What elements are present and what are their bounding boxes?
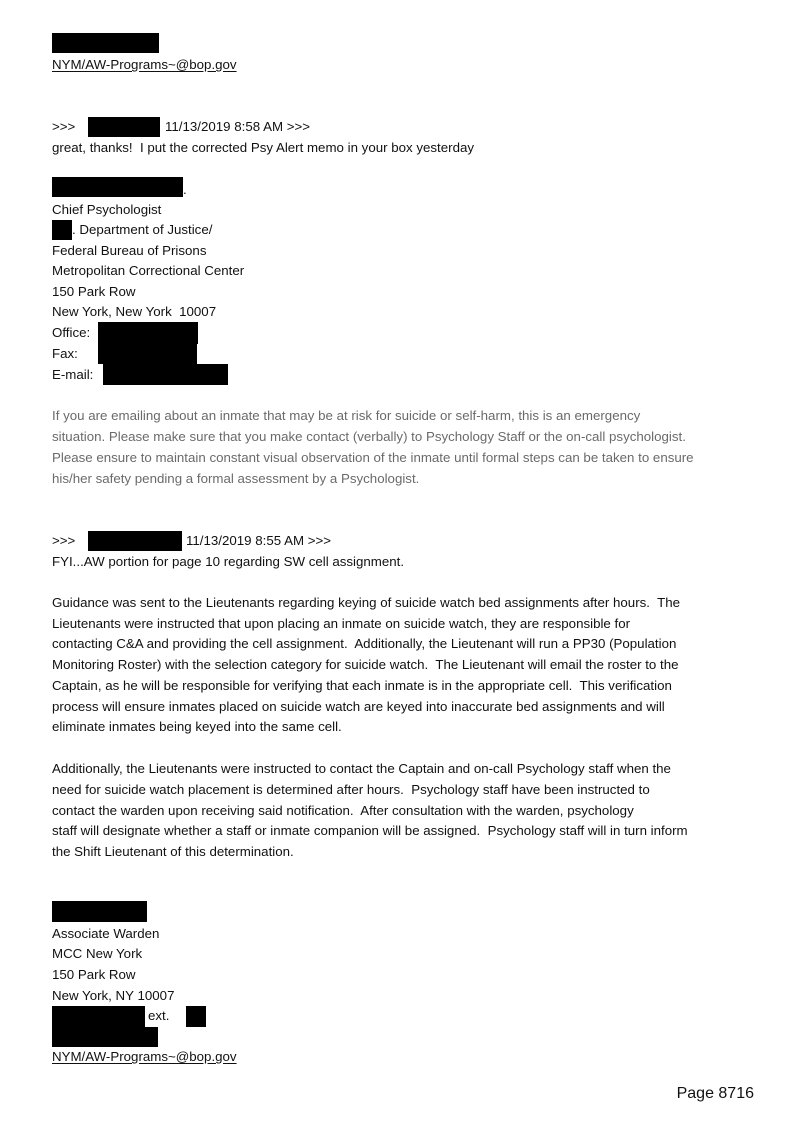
paragraph2-line: need for suicide watch placement is determined after hours. Psychology staff have been instructed to	[52, 782, 650, 797]
redaction-box	[52, 177, 183, 197]
signature2-office: MCC New York	[52, 946, 143, 961]
reply-body: great, thanks! I put the corrected Psy Alert memo in your box yesterday	[52, 140, 475, 155]
signature-facility: Metropolitan Correctional Center	[52, 263, 245, 278]
paragraph1-line: eliminate inmates being keyed into the same cell.	[52, 719, 342, 734]
disclaimer-line: his/her safety pending a formal assessment by a Psychologist.	[52, 471, 420, 486]
redaction-box	[52, 1027, 158, 1047]
header-email-link[interactable]: NYM/AW-Programs~@bop.gov	[52, 57, 237, 72]
original-timestamp: 11/13/2019 8:55 AM >>>	[186, 533, 332, 548]
redaction-box	[98, 322, 198, 344]
original-prefix: >>>	[52, 533, 76, 548]
disclaimer-line: If you are emailing about an inmate that may be at risk for suicide or self-harm, this is an emergency	[52, 408, 641, 423]
signature2-title: Associate Warden	[52, 926, 160, 941]
redaction-box	[103, 364, 228, 385]
disclaimer-line: situation. Please make sure that you make contact (verbally) to Psychology Staff or the on-call psychologist.	[52, 429, 686, 444]
signature2-email-link[interactable]: NYM/AW-Programs~@bop.gov	[52, 1049, 237, 1064]
redaction-box	[52, 1006, 145, 1027]
paragraph2-line: Additionally, the Lieutenants were instructed to contact the Captain and on-call Psychology staff when the	[52, 761, 671, 776]
redaction-box	[52, 33, 159, 53]
reply-timestamp: 11/13/2019 8:58 AM >>>	[165, 119, 311, 134]
redaction-box	[186, 1006, 206, 1027]
redaction-box	[52, 901, 147, 922]
signature-bureau: Federal Bureau of Prisons	[52, 243, 207, 258]
signature-name-suffix: .	[183, 182, 187, 197]
paragraph2-line: staff will designate whether a staff or inmate companion will be assigned. Psychology staff will in turn inform	[52, 823, 688, 838]
paragraph1-line: Monitoring Roster) with the selection category for suicide watch. The Lieutenant will email the roster to the	[52, 657, 679, 672]
paragraph1-line: Lieutenants were instructed that upon placing an inmate on suicide watch, they are responsible for	[52, 616, 631, 631]
signature-street: 150 Park Row	[52, 284, 136, 299]
signature2-street: 150 Park Row	[52, 967, 136, 982]
paragraph2-line: contact the warden upon receiving said notification. After consultation with the warden, psychology	[52, 803, 634, 818]
signature-office-label: Office:	[52, 325, 91, 340]
reply-prefix: >>>	[52, 119, 76, 134]
paragraph1-line: process will ensure inmates placed on suicide watch are keyed into inaccurate bed assignments and will	[52, 699, 665, 714]
signature2-city: New York, NY 10007	[52, 988, 175, 1003]
redaction-box	[88, 117, 160, 137]
redaction-box	[88, 531, 182, 551]
signature-title: Chief Psychologist	[52, 202, 162, 217]
signature-email-label: E-mail:	[52, 367, 94, 382]
signature2-ext-label: ext.	[148, 1008, 170, 1023]
page-number: Page 8716	[676, 1085, 754, 1102]
paragraph1-line: Captain, as he will be responsible for verifying that each inmate is in the appropriate cell. This verification	[52, 678, 672, 693]
signature-fax-label: Fax:	[52, 346, 78, 361]
signature-dept: . Department of Justice/	[72, 222, 213, 237]
redaction-box	[52, 220, 72, 240]
paragraph1-line: contacting C&A and providing the cell assignment. Additionally, the Lieutenant will run a PP30 (Population	[52, 636, 677, 651]
paragraph1-line: Guidance was sent to the Lieutenants regarding keying of suicide watch bed assignments after hours. The	[52, 595, 681, 610]
paragraph2-line: the Shift Lieutenant of this determination.	[52, 844, 294, 859]
redaction-box	[98, 344, 197, 364]
signature-city: New York, New York 10007	[52, 304, 217, 319]
original-subject: FYI...AW portion for page 10 regarding SW cell assignment.	[52, 554, 405, 569]
disclaimer-line: Please ensure to maintain constant visual observation of the inmate until formal steps can be taken to ensure	[52, 450, 694, 465]
